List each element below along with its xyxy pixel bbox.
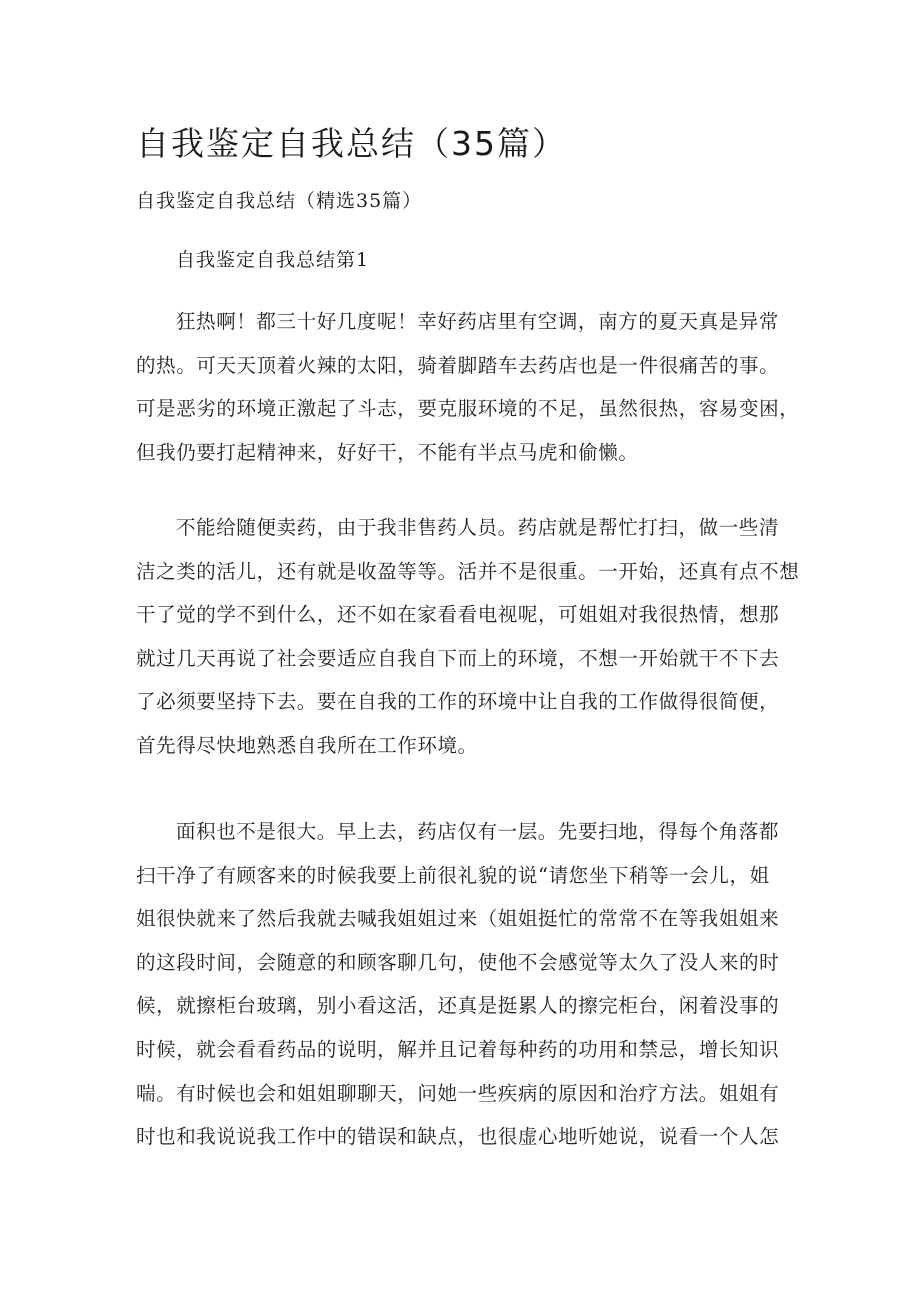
paragraph-line: 狂热啊！都三十好几度呢！幸好药店里有空调，南方的夏天真是异常 <box>176 310 780 333</box>
document-subtitle: 自我鉴定自我总结（精选35篇） <box>136 190 423 212</box>
section-heading: 自我鉴定自我总结第1 <box>176 249 370 271</box>
paragraph-line: 的热。可天天顶着火辣的太阳，骑着脚踏车去药店也是一件很痛苦的事。 <box>136 353 780 377</box>
paragraph-line: 面积也不是很大。早上去，药店仅有一层。先要扫地，得每个角落都 <box>176 820 780 843</box>
paragraph-line: 时也和我说说我工作中的错误和缺点，也很虚心地听她说，说看一个人怎 <box>136 1125 780 1149</box>
document-title: 自我鉴定自我总结（35篇） <box>136 124 567 163</box>
paragraph-line: 但我仍要打起精神来，好好干，不能有半点马虎和偷懒。 <box>136 440 639 464</box>
paragraph-2 <box>136 506 800 768</box>
paragraph-line: 候，就擦柜台玻璃，别小看这活，还真是挺累人的擦完柜台，闲着没事的 <box>136 994 780 1018</box>
paragraph-line: 扫干净了有顾客来的时候我要上前很礼貌的说“请您坐下稍等一会儿，姐 <box>136 863 770 887</box>
paragraph-line: 首先得尽快地熟悉自我所在工作环境。 <box>136 733 478 757</box>
paragraph-line: 喘。有时候也会和姐姐聊聊天，问她一些疾病的原因和治疗方法。姐姐有 <box>136 1081 780 1105</box>
paragraph-3 <box>136 810 796 1159</box>
paragraph-line: 了必须要坚持下去。要在自我的工作的环境中让自我的工作做得很简便， <box>136 690 780 714</box>
paragraph-line: 洁之类的活儿，还有就是收盈等等。活并不是很重。一开始，还真有点不想 <box>136 559 800 583</box>
paragraph-line: 就过几天再说了社会要适应自我自下而上的环境，不想一开始就干不下去 <box>136 646 780 670</box>
paragraph-line: 姐很快就来了然后我就去喊我姐姐过来（姐姐挺忙的常常不在等我姐姐来 <box>136 907 780 931</box>
paragraph-line: 时候，就会看看药品的说明，解并且记着每种药的功用和禁忌，增长知识 <box>136 1037 780 1061</box>
paragraph-line: 不能给随便卖药，由于我非售药人员。药店就是帮忙打扫，做一些清 <box>176 516 780 539</box>
paragraph-line: 干了觉的学不到什么，还不如在家看看电视呢，可姐姐对我很热情，想那 <box>136 603 780 627</box>
paragraph-1 <box>136 300 800 474</box>
paragraph-line: 可是恶劣的环境正激起了斗志，要克服环境的不足，虽然很热，容易变困， <box>136 397 800 421</box>
paragraph-line: 的这段时间，会随意的和顾客聊几句，使他不会感觉等太久了没人来的时 <box>136 950 780 974</box>
